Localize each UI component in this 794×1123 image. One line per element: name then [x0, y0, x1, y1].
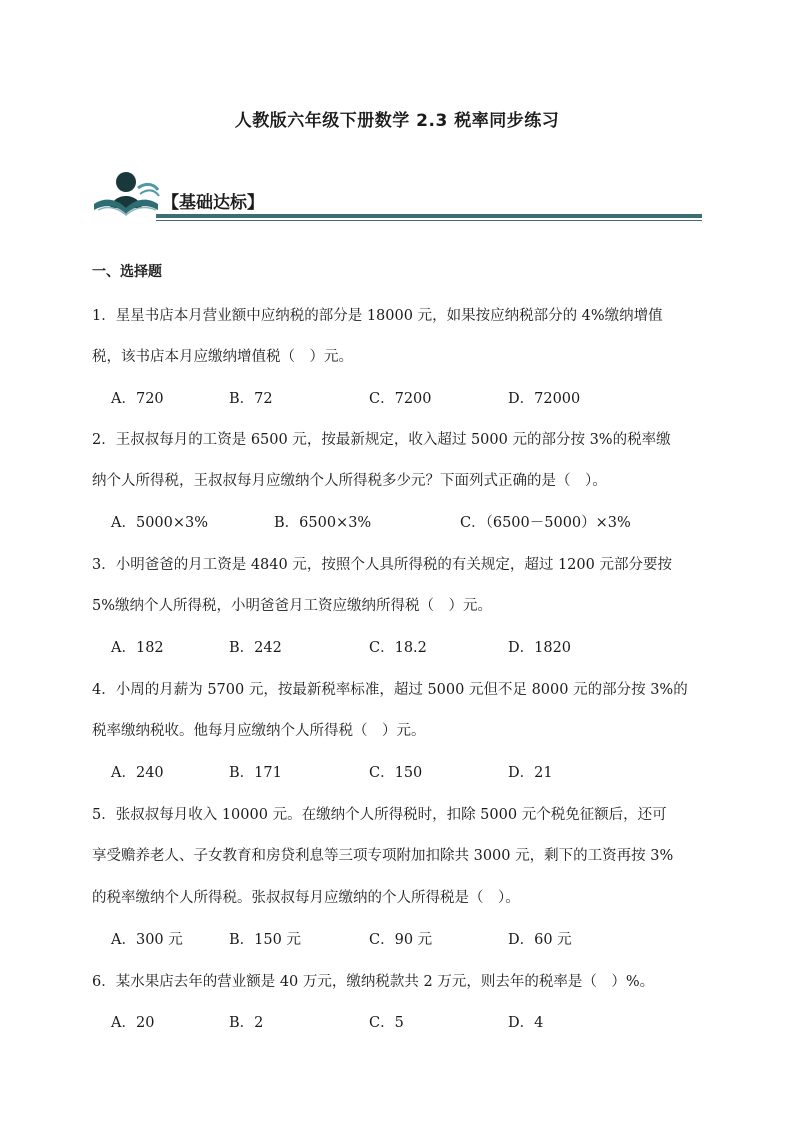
question-5-option-b: B．150 元 [229, 932, 301, 948]
question-5-line-2: 享受赡养老人、子女教育和房贷利息等三项专项附加扣除共 3000 元，剩下的工资再按 3% [92, 848, 674, 864]
question-5-line-3: 的税率缴纳个人所得税。张叔叔每月应缴纳的个人所得税是（ ）。 [92, 890, 520, 906]
question-5-line-1: 5．张叔叔每月收入 10000 元。在缴纳个人所得税时，扣除 5000 元个税免征额后，还可 [92, 807, 667, 823]
question-4-option-c: C．150 [369, 765, 423, 781]
question-2-option-a: A．5000×3% [111, 515, 209, 531]
question-5-option-a: A．300 元 [111, 932, 183, 948]
question-2-line-1: 2．王叔叔每月的工资是 6500 元，按最新规定，收入超过 5000 元的部分按 3%的税率缴 [92, 432, 671, 448]
banner-label: 【基础达标】 [162, 193, 264, 213]
question-6-option-a: A．20 [111, 1015, 155, 1031]
question-2-option-c: C．（6500－5000）×3% [460, 515, 631, 531]
question-3-line-2: 5%缴纳个人所得税，小明爸爸月工资应缴纳所得税（ ）元。 [92, 598, 493, 614]
question-4-option-a: A．240 [111, 765, 164, 781]
question-3-option-a: A．182 [111, 640, 164, 656]
question-1-option-d: D．72000 [508, 391, 581, 407]
question-3-option-c: C．18.2 [369, 640, 427, 656]
question-3-option-d: D．1820 [508, 640, 572, 656]
question-4-line-2: 税率缴纳税收。他每月应缴纳个人所得税（ ）元。 [92, 723, 426, 739]
question-6-option-c: C．5 [369, 1015, 404, 1031]
question-4-option-d: D．21 [508, 765, 553, 781]
question-6-line-1: 6．某水果店去年的营业额是 40 万元，缴纳税款共 2 万元，则去年的税率是（ ）%。 [92, 974, 655, 990]
question-6-option-d: D．4 [508, 1015, 544, 1031]
question-1-option-b: B．72 [229, 391, 273, 407]
question-1-option-a: A．720 [111, 391, 164, 407]
question-2-line-2: 纳个人所得税，王叔叔每月应缴纳个人所得税多少元？下面列式正确的是（ ）。 [92, 473, 607, 489]
question-4-line-1: 4．小周的月薪为 5700 元，按最新税率标准，超过 5000 元但不足 8000 元的部分按 3%的 [92, 682, 688, 698]
question-2-option-b: B．6500×3% [274, 515, 372, 531]
section-banner [92, 170, 702, 226]
reading-student-logo-icon [92, 170, 162, 218]
question-6-option-b: B．2 [229, 1015, 264, 1031]
question-1-line-2: 税，该书店本月应缴纳增值税（ ）元。 [92, 349, 353, 365]
document-title: 人教版六年级下册数学 2.3 税率同步练习 [234, 111, 560, 131]
question-5-option-c: C．90 元 [369, 932, 433, 948]
question-3-line-1: 3．小明爸爸的月工资是 4840 元，按照个人具所得税的有关规定，超过 1200 元部分要按 [92, 557, 672, 573]
banner-divider-thin [156, 220, 702, 221]
question-5-option-d: D．60 元 [508, 932, 572, 948]
banner-divider-thick [156, 214, 702, 218]
question-3-option-b: B．242 [229, 640, 282, 656]
question-4-option-b: B．171 [229, 765, 282, 781]
question-1-option-c: C．7200 [369, 391, 432, 407]
section-heading: 一、选择题 [92, 264, 162, 280]
question-1-line-1: 1．星星书店本月营业额中应纳税的部分是 18000 元，如果按应纳税部分的 4%缴纳增值 [92, 308, 663, 324]
